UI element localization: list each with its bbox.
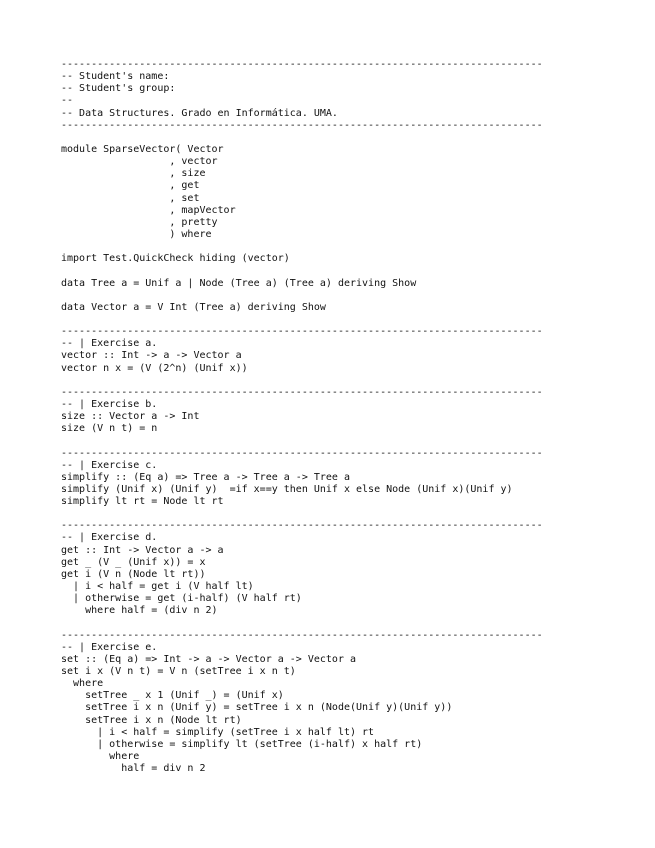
code-line [61, 314, 543, 326]
code-line [61, 265, 543, 277]
code-line: -------------------------------------------------------------------------------- [61, 629, 543, 641]
code-line: data Tree a = Unif a | Node (Tree a) (Tree a) deriving Show [61, 277, 417, 289]
code-line: vector n x = (V (2^n) (Unif x)) [61, 362, 248, 374]
code-line: -------------------------------------------------------------------------------- [61, 386, 543, 398]
code-line: simplify (Unif x) (Unif y) =if x==y then Unif x else Node (Unif x)(Unif y) [61, 483, 513, 495]
code-line [61, 290, 543, 302]
code-line: simplify :: (Eq a) => Tree a -> Tree a -> Tree a [61, 471, 350, 483]
code-line: get _ (V _ (Unif x)) = x [61, 556, 206, 568]
code-line: -- | Exercise d. [61, 532, 158, 544]
code-line: half = div n 2 [61, 763, 206, 775]
code-line [61, 241, 543, 253]
code-line: -------------------------------------------------------------------------------- [61, 59, 543, 70]
code-line: set :: (Eq a) => Int -> a -> Vector a -> Vector a [61, 653, 357, 665]
code-line: -------------------------------------------------------------------------------- [61, 326, 543, 338]
code-line: -------------------------------------------------------------------------------- [61, 447, 543, 459]
code-line: where [61, 751, 140, 763]
code-line: get :: Int -> Vector a -> a [61, 544, 224, 556]
code-line: , vector [61, 156, 218, 168]
code-line: , set [61, 192, 200, 204]
code-line [61, 132, 543, 144]
code-line: data Vector a = V Int (Tree a) deriving Show [61, 301, 326, 313]
code-line: vector :: Int -> a -> Vector a [61, 350, 242, 362]
code-line: , pretty [61, 216, 218, 228]
code-line: size (V n t) = n [61, 423, 158, 435]
code-line: -------------------------------------------------------------------------------- [61, 520, 543, 532]
code-line: -- Data Structures. Grado en Informática. UMA. [61, 107, 338, 119]
code-line: , size [61, 168, 206, 180]
code-line: | i < half = get i (V half lt) [61, 581, 254, 593]
code-line: -- Student's name: [61, 71, 170, 83]
code-line: -- Student's group: [61, 83, 176, 95]
code-line: where [61, 678, 104, 690]
code-line: | otherwise = get (i-half) (V half rt) [61, 593, 302, 605]
code-line: | otherwise = simplify lt (setTree (i-half) x half rt) [61, 738, 423, 750]
code-line: | i < half = simplify (setTree i x half lt) rt [61, 726, 375, 738]
code-line: simplify lt rt = Node lt rt [61, 496, 224, 508]
code-line: -------------------------------------------------------------------------------- [61, 119, 543, 131]
haskell-source-code [61, 59, 543, 787]
code-line: -- | Exercise a. [61, 338, 158, 350]
code-line: module SparseVector( Vector [61, 143, 224, 155]
code-line [61, 375, 543, 387]
code-line: where half = (div n 2) [61, 605, 218, 617]
code-line: setTree i x n (Node lt rt) [61, 714, 242, 726]
code-line [61, 435, 543, 447]
code-line: -- | Exercise b. [61, 398, 158, 410]
code-line [61, 775, 543, 787]
code-line: import Test.QuickCheck hiding (vector) [61, 253, 290, 265]
code-line: -- | Exercise e. [61, 641, 158, 653]
code-line: -- | Exercise c. [61, 459, 158, 471]
code-line [61, 508, 543, 520]
code-line: , mapVector [61, 204, 236, 216]
code-line: -- [61, 95, 74, 107]
code-line: get i (V n (Node lt rt)) [61, 568, 206, 580]
code-line: , get [61, 180, 200, 192]
code-line: ) where [61, 228, 212, 240]
code-line: set i x (V n t) = V n (setTree i x n t) [61, 666, 296, 678]
code-line: setTree i x n (Unif y) = setTree i x n (Node(Unif y)(Unif y)) [61, 702, 453, 714]
code-line: setTree _ x 1 (Unif _) = (Unif x) [61, 690, 284, 702]
code-line [61, 617, 543, 629]
code-line: size :: Vector a -> Int [61, 411, 200, 423]
